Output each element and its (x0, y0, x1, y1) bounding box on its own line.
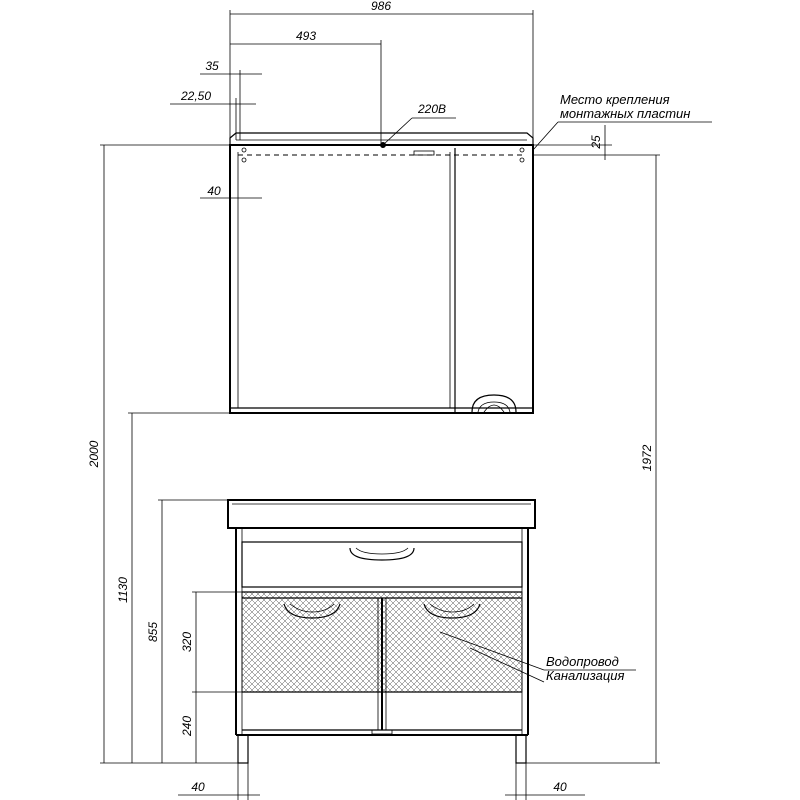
dim-leg-offset-left: 40 (191, 780, 205, 794)
outlet-voltage-label: 220В (417, 102, 447, 116)
drawer (242, 542, 522, 587)
mount-point (520, 148, 524, 152)
mount-point (242, 158, 246, 162)
mount-point (520, 158, 524, 162)
mirror-body (230, 145, 533, 413)
dim-mirror-top-height: 1972 (640, 444, 654, 472)
dim-mirror-bottom-height: 1130 (116, 577, 130, 603)
dim-total-height: 2000 (87, 440, 101, 468)
dim-cabinet-height: 855 (146, 621, 160, 643)
dim-leg-offset-right: 40 (553, 780, 567, 794)
vanity-cabinet (228, 500, 535, 763)
mounting-note-line2: монтажных пластин (560, 106, 691, 121)
water-supply-label: Водопровод (546, 654, 619, 669)
mount-point (242, 148, 246, 152)
mounting-note-line1: Место крепления (560, 92, 670, 107)
dim-offset-35: 35 (205, 59, 219, 73)
dim-total-width: 986 (370, 0, 392, 13)
mirror-cabinet (230, 133, 533, 413)
light-fixture (414, 151, 434, 155)
sewage-label: Канализация (546, 668, 625, 683)
dim-offset-25: 25 (589, 135, 603, 149)
dim-pipe-zone-upper: 320 (180, 631, 194, 653)
leg-right (516, 735, 526, 763)
dim-offset-40-top: 40 (207, 184, 221, 198)
dim-offset-22-50: 22,50 (180, 89, 212, 103)
dim-half-width: 493 (295, 29, 317, 43)
leg-left (238, 735, 248, 763)
dim-pipe-zone-lower: 240 (180, 715, 194, 737)
